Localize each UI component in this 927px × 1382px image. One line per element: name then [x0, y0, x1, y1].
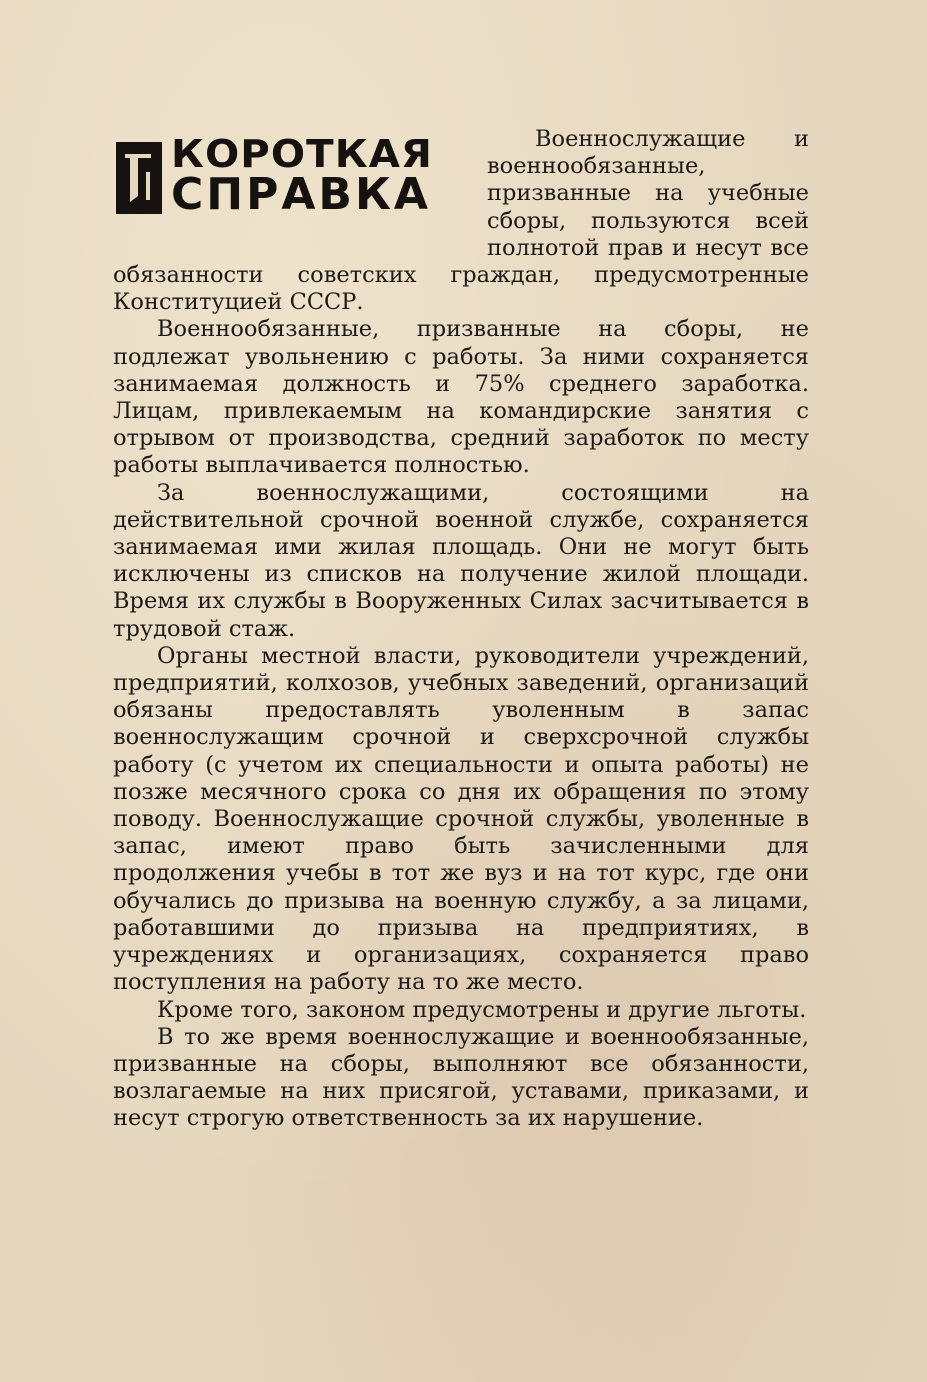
- paragraph-5: Кроме того, законом предусмотрены и другие льготы.: [157, 996, 807, 1023]
- bookmark-logo-icon: [116, 142, 162, 214]
- heading-line-2: СПРАВКА: [171, 169, 431, 220]
- paragraph-2: Военнообязанные, призванные на сборы, не подлежат увольнению с работы. За ними сохраняется занимаемая должность и 75% среднего заработка. Лицам, привлекаемым на командирские занятия с отрывом от производства, средний заработок по месту работы выплачивается полностью.: [113, 316, 809, 479]
- heading-line-1: КОРОТКАЯ: [171, 132, 434, 176]
- paragraph-1: Военнослужащие и военнообязанные, призванные на учебные сборы, пользуются всей полнотой прав и несут все обязанности советских граждан, предусмотренные Конституцией СССР.: [113, 126, 809, 316]
- section-header: [113, 126, 475, 244]
- paragraph-3: За военнослужащими, состоящими на действительной срочной военной службе, сохраняется занимаемая ими жилая площадь. Они не могут быть исключены из списков на получение жилой площади. Время их службы в Вооруженных Силах засчитывается в трудовой стаж.: [113, 479, 809, 642]
- paragraph-4: Органы местной власти, руководители учреждений, предприятий, колхозов, учебных заведений, организаций обязаны предоставлять уволенным в запас военнослужащим срочной и сверхсрочной службы работу (с учетом их специальности и опыта работы) не позже месячного срока со дня их обращения по этому поводу. Военнослужащие срочной службы, уволенные в запас, имеют право быть зачисленными для продолжения учебы в тот же вуз и на тот курс, где они обучались до призыва на военную службу, а за лицами, работавшими до призыва на предприятиях, в учреждениях и организациях, сохраняется право поступления на работу на то же место.: [113, 642, 809, 996]
- paragraph-6: В то же время военнослужащие и военнообязанные, призванные на сборы, выполняют все обязанности, возлагаемые на них присягой, уставами, приказами, и несут строгую ответственность за их нарушение.: [113, 1023, 809, 1132]
- article-body: [113, 126, 809, 1133]
